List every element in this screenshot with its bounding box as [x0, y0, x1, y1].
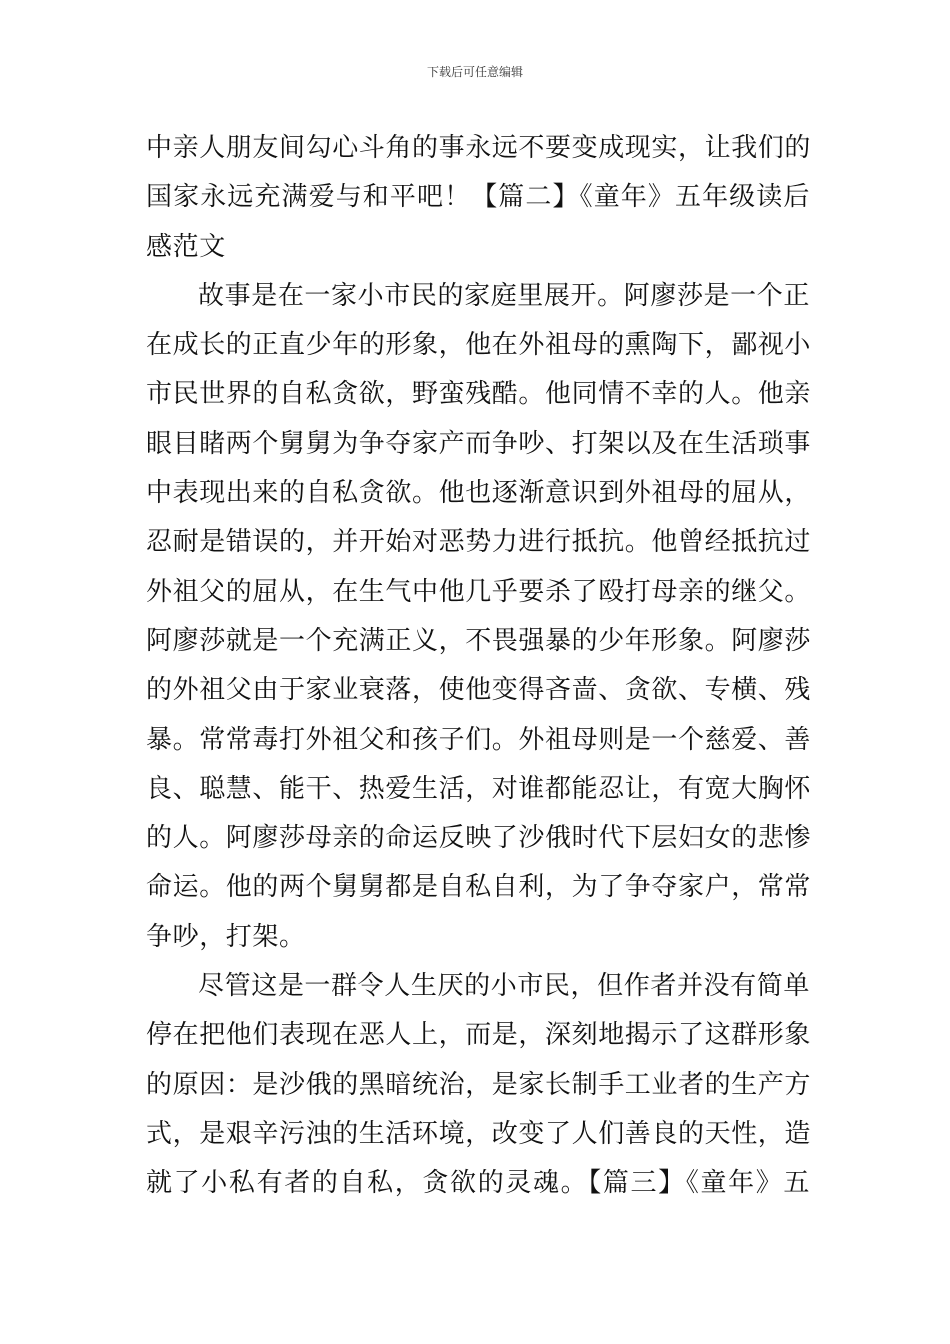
text-line: 就了小私有者的自私，贪欲的灵魂。【篇三】《童年》五 [146, 1168, 810, 1199]
text-line: 尽管这是一群令人生厌的小市民，但作者并没有简单 [198, 971, 810, 1002]
text-line: 阿廖莎就是一个充满正义，不畏强暴的少年形象。阿廖莎 [146, 625, 812, 656]
text-line: 的外祖父由于家业衰落，使他变得吝啬、贪欲、专横、残 [146, 675, 812, 706]
text-line: 的人。阿廖莎母亲的命运反映了沙俄时代下层妇女的悲惨 [146, 823, 812, 854]
page-header-note: 下载后可任意编辑 [426, 65, 523, 79]
text-line: 的原因：是沙俄的黑暗统治，是家长制手工业者的生产方 [146, 1069, 812, 1100]
text-line: 感范文 [146, 231, 226, 262]
text-line: 良、聪慧、能干、热爱生活，对谁都能忍让，有宽大胸怀 [146, 773, 812, 804]
text-line: 命运。他的两个舅舅都是自私自利，为了争夺家户，常常 [146, 872, 812, 903]
document-body [146, 124, 810, 1209]
text-line: 中表现出来的自私贪欲。他也逐渐意识到外祖母的屈从， [146, 478, 812, 509]
text-line: 在成长的正直少年的形象，他在外祖母的熏陶下，鄙视小 [146, 330, 812, 361]
text-line: 停在把他们表现在恶人上，而是，深刻地揭示了这群形象 [146, 1020, 812, 1051]
text-line: 眼目睹两个舅舅为争夺家产而争吵、打架以及在生活琐事 [146, 428, 812, 459]
text-line: 国家永远充满爱与和平吧！【篇二】《童年》五年级读后 [146, 182, 810, 213]
text-line: 暴。常常毒打外祖父和孩子们。外祖母则是一个慈爱、善 [146, 724, 812, 755]
text-line: 式，是艰辛污浊的生活环境，改变了人们善良的天性，造 [146, 1118, 812, 1149]
text-line: 市民世界的自私贪欲，野蛮残酷。他同情不幸的人。他亲 [146, 379, 812, 410]
text-line: 中亲人朋友间勾心斗角的事永远不要变成现实，让我们的 [146, 133, 812, 163]
text-line: 故事是在一家小市民的家庭里展开。阿廖莎是一个正 [198, 280, 810, 311]
text-line: 忍耐是错误的，并开始对恶势力进行抵抗。他曾经抵抗过 [146, 527, 812, 558]
text-line: 争吵，打架。 [146, 921, 306, 952]
text-line: 外祖父的屈从，在生气中他几乎要杀了殴打母亲的继父。 [146, 576, 812, 607]
